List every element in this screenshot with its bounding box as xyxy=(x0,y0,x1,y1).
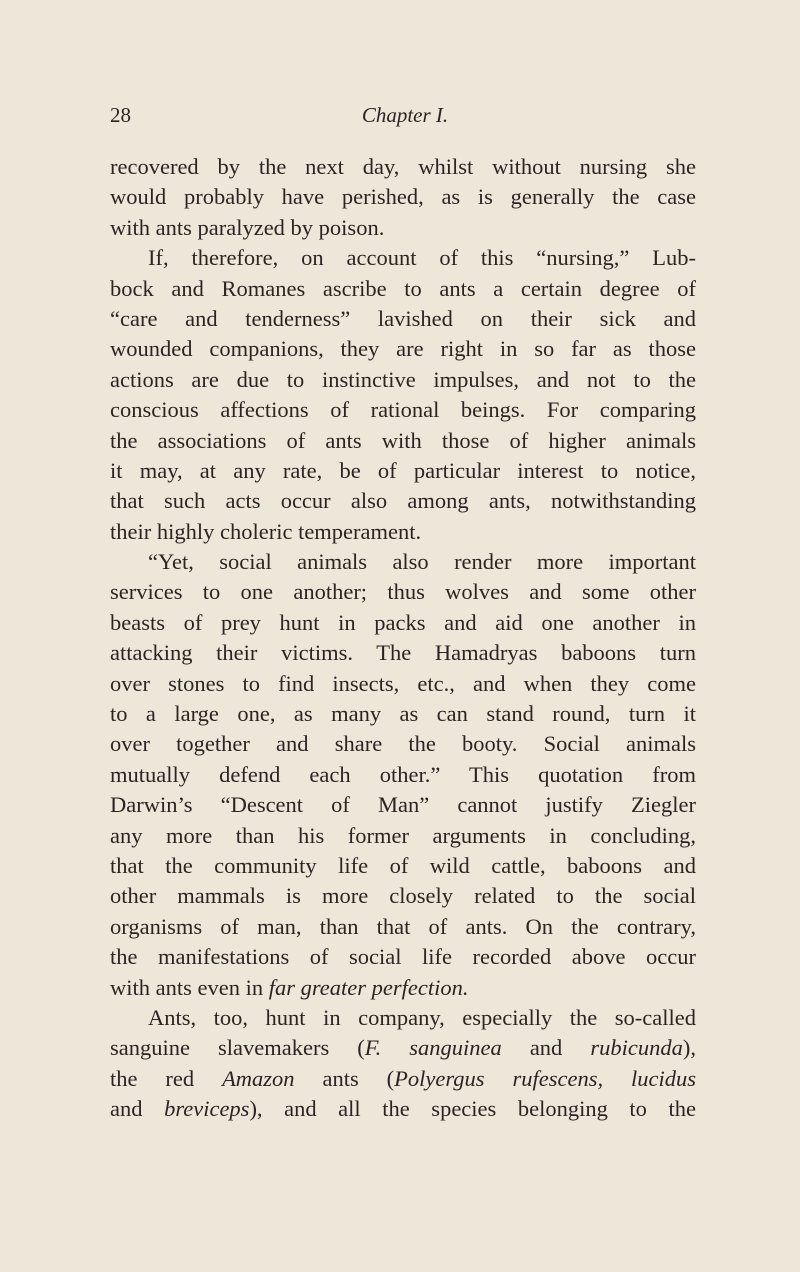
text-segment: attacking their victims. The Hamadryas baboons turn xyxy=(110,640,696,666)
text-line xyxy=(110,486,696,516)
text-line xyxy=(110,152,696,182)
text-segment: Darwin’s “Descent of Man” cannot justify Ziegler xyxy=(110,792,696,818)
text-line xyxy=(110,547,696,577)
text-line xyxy=(110,699,696,729)
text-line xyxy=(110,1094,696,1124)
text-segment: with ants paralyzed by poison. xyxy=(110,214,385,240)
text-segment: other mammals is more closely related to the social xyxy=(110,883,696,909)
text-line xyxy=(110,973,696,1003)
text-segment: “Yet, social animals also render more important xyxy=(148,549,696,575)
text-line xyxy=(110,790,696,820)
text-segment: the red xyxy=(110,1065,223,1091)
text-segment: bock and Romanes ascribe to ants a certain degree of xyxy=(110,275,696,301)
text-line xyxy=(110,729,696,759)
text-segment: beasts of prey hunt in packs and aid one another in xyxy=(110,609,696,635)
text-segment: ants ( xyxy=(294,1065,395,1091)
page-number: 28 xyxy=(110,103,131,127)
text-line xyxy=(110,942,696,972)
italic-text: breviceps xyxy=(164,1096,250,1122)
text-line xyxy=(110,912,696,942)
text-segment: If, therefore, on account of this “nursing,” Lub- xyxy=(148,245,696,271)
text-segment: that such acts occur also among ants, notwithstanding xyxy=(110,488,696,514)
text-line xyxy=(110,517,696,547)
text-line xyxy=(110,456,696,486)
text-segment: with ants even in xyxy=(110,974,269,1000)
text-line xyxy=(110,669,696,699)
text-line xyxy=(110,243,696,273)
text-segment: the associations of ants with those of higher animals xyxy=(110,427,696,453)
text-segment: sanguine slavemakers ( xyxy=(110,1035,365,1061)
text-line xyxy=(110,334,696,364)
text-line xyxy=(110,638,696,668)
text-segment: actions are due to instinctive impulses, and not to the xyxy=(110,366,696,392)
text-line xyxy=(110,395,696,425)
text-line xyxy=(110,426,696,456)
text-line xyxy=(110,760,696,790)
text-segment: organisms of man, than that of ants. On the contrary, xyxy=(110,913,696,939)
text-segment: and xyxy=(501,1035,591,1061)
text-line xyxy=(110,182,696,212)
text-segment: and xyxy=(110,1096,165,1122)
text-segment: would probably have perished, as is generally the case xyxy=(110,184,696,210)
text-line xyxy=(110,1003,696,1033)
text-segment: over stones to find insects, etc., and when they come xyxy=(110,670,696,696)
text-line xyxy=(110,365,696,395)
text-segment: mutually defend each other.” This quotation from xyxy=(110,761,696,787)
text-line xyxy=(110,821,696,851)
text-line xyxy=(110,881,696,911)
text-line xyxy=(110,1064,696,1094)
text-segment: over together and share the booty. Social animals xyxy=(110,731,696,757)
text-segment: that the community life of wild cattle, baboons and xyxy=(110,852,696,878)
italic-text: Amazon xyxy=(222,1065,295,1091)
italic-text: F. sanguinea xyxy=(364,1035,502,1061)
text-segment: recovered by the next day, whilst without nursing she xyxy=(110,154,696,179)
text-segment: conscious affections of rational beings. For comparing xyxy=(110,397,696,423)
text-segment: to a large one, as many as can stand round, turn it xyxy=(110,701,696,727)
text-line xyxy=(110,851,696,881)
text-line xyxy=(110,213,696,243)
text-segment: it may, at any rate, be of particular interest to notice, xyxy=(110,457,696,483)
text-segment: any more than his former arguments in concluding, xyxy=(110,822,696,848)
text-segment: the manifestations of social life recorded above occur xyxy=(110,944,696,970)
text-segment: “care and tenderness” lavished on their sick and xyxy=(110,305,696,331)
text-line xyxy=(110,304,696,334)
body-text xyxy=(110,152,696,1125)
text-segment: Ants, too, hunt in company, especially the so-called xyxy=(148,1004,696,1030)
text-line xyxy=(110,608,696,638)
running-title: Chapter I. xyxy=(361,103,449,127)
italic-text: far greater perfection. xyxy=(268,974,469,1000)
italic-text: Polyergus rufescens, lucidus xyxy=(394,1065,696,1091)
text-line xyxy=(110,1033,696,1063)
text-segment: ), xyxy=(682,1035,696,1061)
text-segment: services to one another; thus wolves and some other xyxy=(110,579,696,605)
text-line xyxy=(110,274,696,304)
text-line xyxy=(110,577,696,607)
text-segment: their highly choleric temperament. xyxy=(110,518,422,544)
text-segment: wounded companions, they are right in so far as those xyxy=(110,336,696,362)
text-segment: ), and all the species belonging to the xyxy=(249,1096,696,1122)
italic-text: rubicunda xyxy=(590,1035,683,1061)
